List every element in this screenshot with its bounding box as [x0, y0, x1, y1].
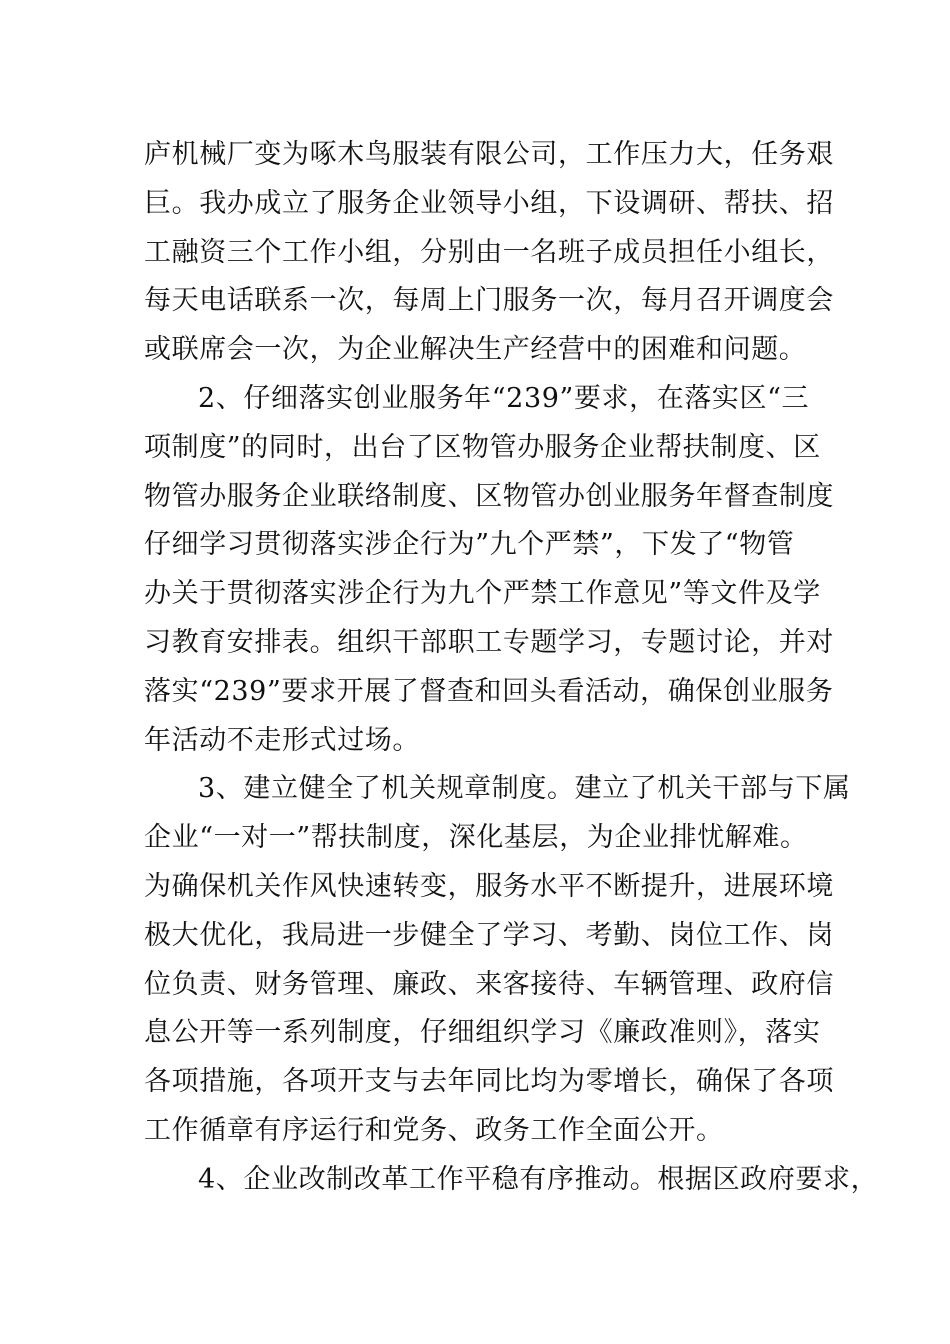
text-line: 庐机械厂变为啄木鸟服装有限公司，工作压力大，任务艰 — [144, 139, 834, 170]
text-line: 为确保机关作风快速转变，服务水平不断提升，进展环境 — [144, 870, 834, 902]
text-line: 每天电话联系一次，每周上门服务一次，每月召开调度会 — [144, 285, 834, 317]
text-line: 年活动不走形式过场。 — [144, 724, 420, 756]
text-line: 各项措施，各项开支与去年同比均为零增长，确保了各项 — [144, 1066, 834, 1098]
paragraph-3-first-line: 3、建立健全了机关规章制度。建立了机关干部与下属 — [198, 773, 851, 805]
paragraph-2-first-line: 2、仔细落实创业服务年“239”要求，在落实区“三 — [198, 382, 810, 414]
text-line: 办关于贯彻落实涉企行为九个严禁工作意见”等文件及学 — [144, 578, 821, 610]
text-line: 工作循章有序运行和党务、政务工作全面公开。 — [144, 1114, 724, 1146]
text-line: 落实“239”要求开展了督查和回头看活动，确保创业服务 — [144, 675, 834, 707]
text-line: 位负责、财务管理、廉政、来客接待、车辆管理、政府信 — [144, 968, 834, 1000]
text-line: 息公开等一系列制度，仔细组织学习《廉政准则》，落实 — [144, 1017, 821, 1049]
text-line: 习教育安排表。组织干部职工专题学习，专题讨论，并对 — [144, 626, 834, 658]
text-line: 企业“一对一”帮扶制度，深化基层，为企业排忧解难。 — [144, 822, 808, 854]
text-line: 物管办服务企业联络制度、区物管办创业服务年督查制度 — [144, 480, 834, 512]
text-line: 项制度”的同时，出台了区物管办服务企业帮扶制度、区 — [144, 431, 821, 463]
text-line: 工融资三个工作小组，分别由一名班子成员担任小组长， — [144, 236, 834, 268]
document-body — [144, 131, 879, 1205]
text-line: 巨。我办成立了服务企业领导小组，下设调研、帮扶、招 — [144, 187, 834, 219]
text-line: 仔细学习贯彻落实涉企行为”九个严禁”，下发了“物管 — [144, 529, 795, 561]
paragraph-4-first-line: 4、企业改制改革工作平稳有序推动。根据区政府要求， — [198, 1163, 879, 1195]
text-line: 或联席会一次，为企业解决生产经营中的困难和问题。 — [144, 334, 807, 366]
text-line: 极大优化，我局进一步健全了学习、考勤、岗位工作、岗 — [144, 919, 834, 951]
